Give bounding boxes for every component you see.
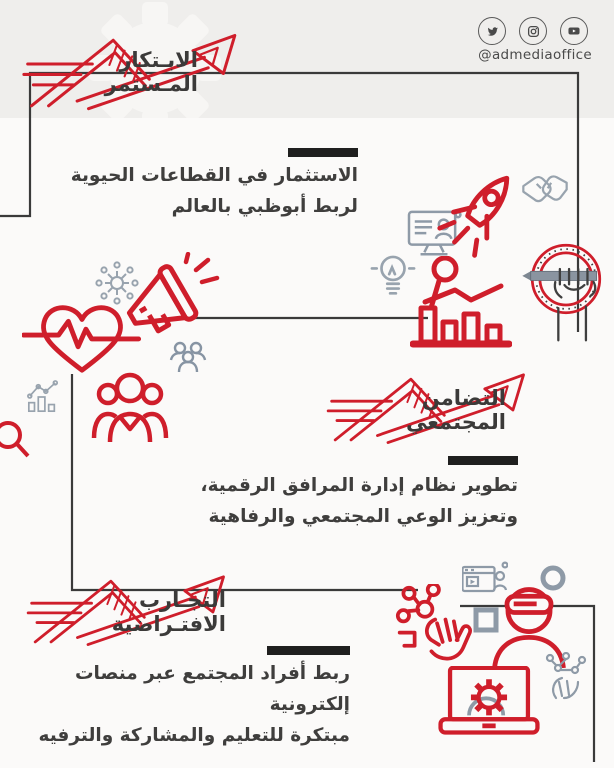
section3-title-line2: الافتـراضية [111, 612, 226, 636]
section3-title-line1: التجـارب [138, 588, 226, 612]
section2-body-line2: وتعزيز الوعي المجتمعي والرفاهية [208, 506, 518, 527]
section2-divider-bar [448, 456, 518, 465]
share-network-hand-icon [394, 584, 482, 670]
section1-divider-bar [288, 148, 358, 157]
fist-bump-icon [520, 168, 570, 212]
growth-chart-person-icon [410, 256, 512, 348]
hand-network-icon [542, 652, 590, 702]
section2-title [406, 386, 506, 434]
section3-divider-bar [267, 646, 350, 655]
section3-body-line2: مبتكرة للتعليم والمشاركة والترفيه [38, 725, 350, 746]
team-icon [168, 340, 208, 380]
section2-title-line1: التضامن [421, 386, 506, 410]
community-group-icon [90, 370, 170, 444]
section2-title-line2: المجتمعي [405, 410, 506, 434]
section2-body [158, 470, 518, 532]
section3-body [0, 658, 350, 751]
section1-title [105, 48, 198, 96]
twitter-icon[interactable] [478, 17, 506, 45]
laptop-gear-icon [436, 666, 542, 742]
section3-title [112, 588, 226, 636]
youtube-icon[interactable] [560, 17, 588, 45]
section1-body [38, 160, 358, 222]
social-icons-row [478, 17, 588, 45]
section1-title-line2: المـستمر [104, 72, 198, 96]
section2-body-line1: تطوير نظام إدارة المرافق الرقمية، [200, 475, 518, 496]
instagram-icon[interactable] [519, 17, 547, 45]
section1-title-line1: الابـتكار [119, 48, 198, 72]
mini-chart-icon [26, 380, 60, 414]
social-handle[interactable]: @admediaoffice [478, 47, 592, 63]
section1-body-line1: الاستثمار في القطاعات الحيوية [70, 165, 358, 186]
section1-body-line2: لربط أبوظبي بالعالم [171, 196, 358, 217]
fist-gauge-icon [520, 242, 612, 342]
section3-body-line1: ربط أفراد المجتمع عبر منصات إلكترونية [74, 663, 350, 715]
magnifier-icon [0, 420, 40, 462]
